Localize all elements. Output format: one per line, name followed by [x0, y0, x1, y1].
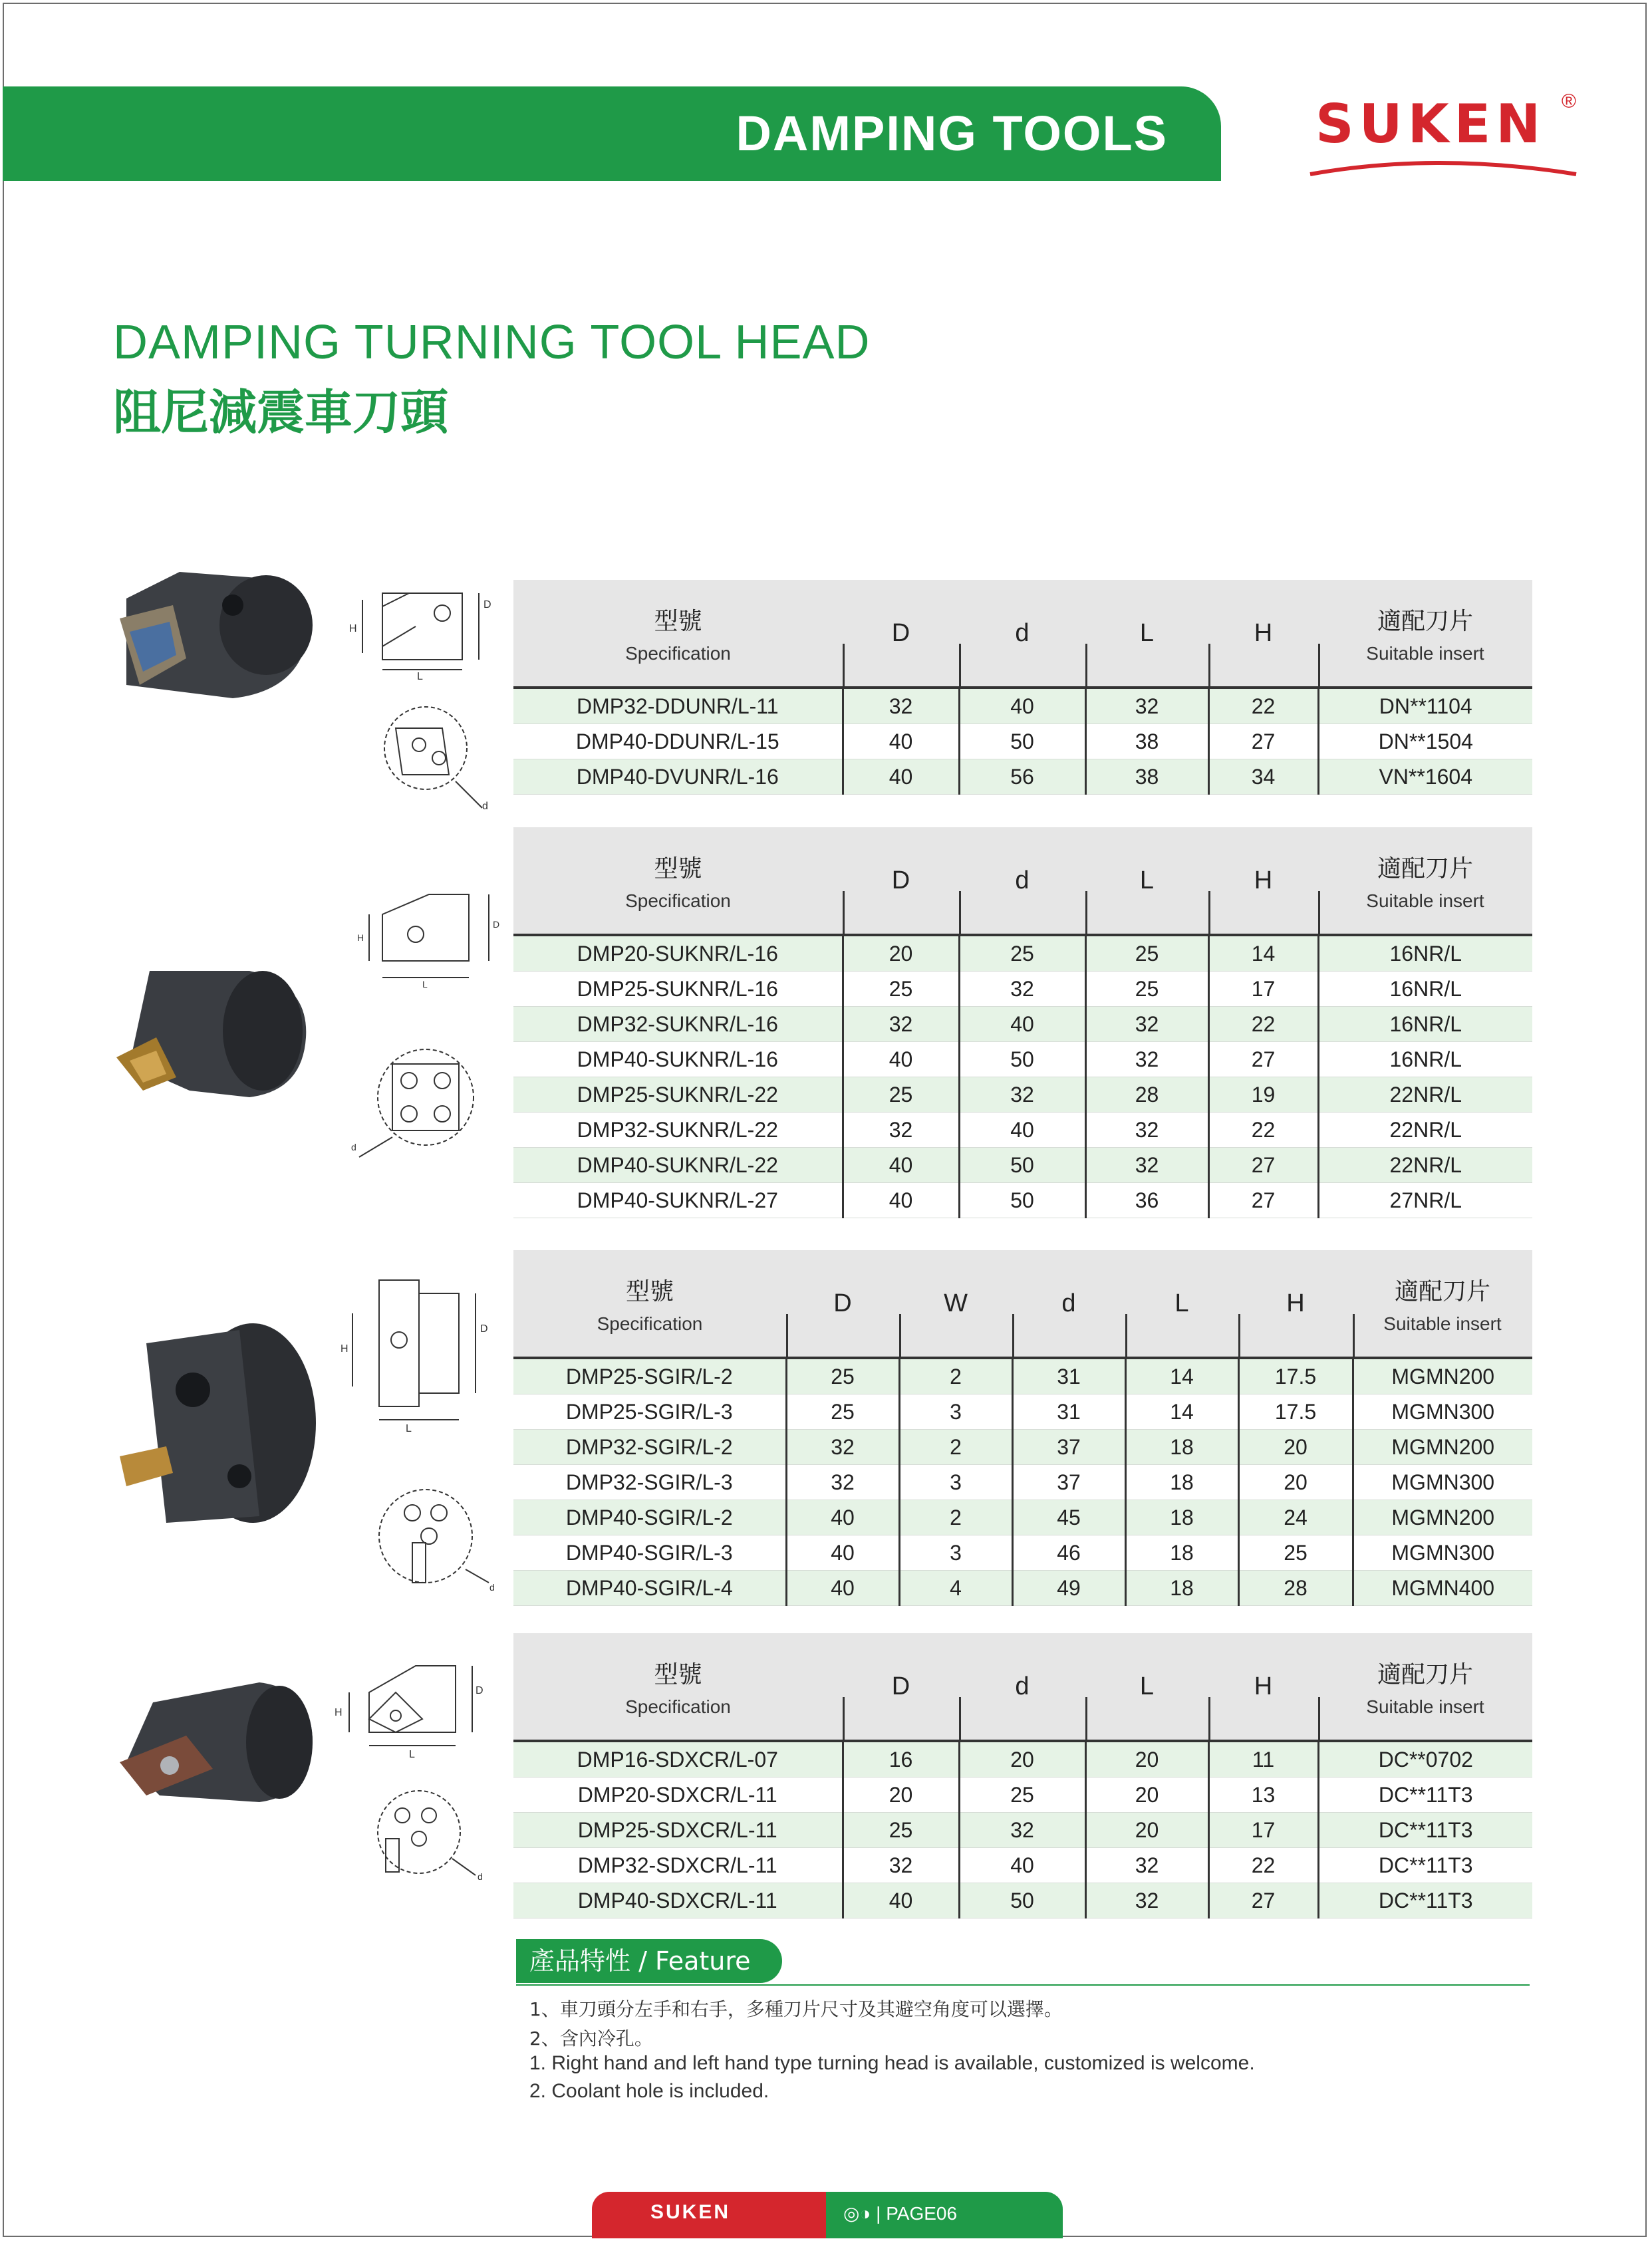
- table-row: [513, 688, 1532, 724]
- header-specification: 型號 Specification: [513, 1633, 843, 1741]
- table-cell: 40: [959, 1113, 1085, 1148]
- table-cell: DMP25-SUKNR/L-22: [513, 1077, 843, 1113]
- table-cell: DMP32-SDXCR/L-11: [513, 1848, 843, 1883]
- table-cell: 24: [1238, 1500, 1353, 1535]
- table-cell: 22NR/L: [1318, 1148, 1532, 1183]
- table-row: [513, 1183, 1532, 1218]
- table-row: [513, 759, 1532, 795]
- table-cell: MGMN400: [1353, 1571, 1532, 1606]
- table-cell: DMP25-SUKNR/L-16: [513, 972, 843, 1007]
- table-cell: DMP16-SDXCR/L-07: [513, 1741, 843, 1778]
- table-cell: 19: [1208, 1077, 1318, 1113]
- page-icon: ◎◑ |: [843, 2203, 887, 2224]
- table-cell: DC**11T3: [1318, 1848, 1532, 1883]
- table-cell: DMP32-SGIR/L-2: [513, 1430, 786, 1465]
- header-banner: [3, 86, 1221, 181]
- spec-table-suk: [513, 827, 1532, 1218]
- header-col: H: [1208, 827, 1318, 935]
- feature-line-2: 2、含內冷孔。: [529, 2028, 653, 2049]
- table-cell: 25: [843, 972, 959, 1007]
- table-row: [513, 1007, 1532, 1042]
- table-row: [513, 1358, 1532, 1394]
- table-cell: 22: [1208, 688, 1318, 724]
- table-row: [513, 1883, 1532, 1918]
- table-cell: DMP40-SGIR/L-4: [513, 1571, 786, 1606]
- table-cell: 16NR/L: [1318, 935, 1532, 972]
- table-cell: MGMN300: [1353, 1465, 1532, 1500]
- dimension-drawing-side-4: [329, 1652, 489, 1759]
- table-cell: 50: [959, 1042, 1085, 1077]
- header-col: H: [1208, 580, 1318, 688]
- table-cell: DMP40-SUKNR/L-22: [513, 1148, 843, 1183]
- dimension-drawing-front-2: [346, 1044, 479, 1164]
- table-row: [513, 1500, 1532, 1535]
- table-cell: DMP40-SGIR/L-2: [513, 1500, 786, 1535]
- table-cell: DMP40-DVUNR/L-16: [513, 759, 843, 795]
- table-cell: 40: [843, 1183, 959, 1218]
- header-col: L: [1085, 580, 1208, 688]
- table-row: [513, 1813, 1532, 1848]
- table-cell: 4: [899, 1571, 1012, 1606]
- tool-head-photo-sgi: [106, 1317, 319, 1536]
- table-cell: 32: [1085, 1848, 1208, 1883]
- table-cell: 32: [1085, 1007, 1208, 1042]
- table-cell: 31: [1012, 1358, 1125, 1394]
- feature-line-3: 1. Right hand and left hand type turning head is available, customized is welcome.: [529, 2052, 1255, 2074]
- table-cell: DMP25-SGIR/L-3: [513, 1394, 786, 1430]
- dim-label-d-upper: D: [480, 1323, 488, 1335]
- table-cell: 31: [1012, 1394, 1125, 1430]
- header-col: d: [959, 1633, 1085, 1741]
- footer-logo-tab: [592, 2192, 826, 2238]
- table-cell: 32: [1085, 1883, 1208, 1918]
- table-cell: 45: [1012, 1500, 1125, 1535]
- dim-label-d-lower: d: [482, 801, 488, 812]
- header-insert: 適配刀片 Suitable insert: [1353, 1250, 1532, 1358]
- table-cell: DC**0702: [1318, 1741, 1532, 1778]
- feature-tag: 產品特性 / Feature: [516, 1939, 782, 1983]
- registered-mark: ®: [1561, 90, 1576, 112]
- table-cell: 40: [786, 1500, 899, 1535]
- table-cell: 27: [1208, 1183, 1318, 1218]
- footer-logo: SUKEN: [650, 2201, 731, 2223]
- table-row: [513, 1465, 1532, 1500]
- table-cell: 25: [786, 1394, 899, 1430]
- table-cell: 25: [959, 1778, 1085, 1813]
- table-cell: 3: [899, 1394, 1012, 1430]
- table-cell: 40: [786, 1571, 899, 1606]
- dim-label-l: L: [417, 671, 423, 680]
- table-cell: 32: [1085, 1042, 1208, 1077]
- tool-head-photo-sdx: [113, 1676, 319, 1809]
- table-cell: 38: [1085, 759, 1208, 795]
- dimension-drawing-front-4: [359, 1785, 492, 1885]
- table-cell: MGMN200: [1353, 1430, 1532, 1465]
- table-cell: 40: [843, 1042, 959, 1077]
- table-cell: 40: [843, 1883, 959, 1918]
- table-cell: 16NR/L: [1318, 972, 1532, 1007]
- dim-label-l: L: [409, 1749, 415, 1759]
- table-cell: 37: [1012, 1430, 1125, 1465]
- header-col: d: [959, 827, 1085, 935]
- table-cell: 14: [1125, 1358, 1238, 1394]
- banner-title: DAMPING TOOLS: [736, 106, 1168, 161]
- table-cell: 20: [1085, 1813, 1208, 1848]
- table-cell: 2: [899, 1430, 1012, 1465]
- table-cell: 17.5: [1238, 1358, 1353, 1394]
- dim-label-d-lower: d: [489, 1582, 495, 1593]
- table-cell: 3: [899, 1535, 1012, 1571]
- table-row: [513, 1077, 1532, 1113]
- table-cell: 32: [843, 1848, 959, 1883]
- dimension-drawing-front-3: [366, 1483, 499, 1596]
- table-cell: DMP32-DDUNR/L-11: [513, 688, 843, 724]
- table-cell: 34: [1208, 759, 1318, 795]
- page-title: DAMPING TURNING TOOL HEAD: [113, 316, 871, 369]
- table-cell: 22: [1208, 1848, 1318, 1883]
- table-cell: DN**1104: [1318, 688, 1532, 724]
- table-cell: 40: [843, 724, 959, 759]
- table-cell: 11: [1208, 1741, 1318, 1778]
- footer-page-tab: [826, 2192, 1063, 2238]
- feature-divider: [516, 1984, 1530, 1986]
- table-cell: DMP40-SUKNR/L-27: [513, 1183, 843, 1218]
- table-cell: 28: [1238, 1571, 1353, 1606]
- table-cell: 25: [1238, 1535, 1353, 1571]
- table-cell: 17: [1208, 972, 1318, 1007]
- table-cell: 40: [959, 1007, 1085, 1042]
- table-cell: 40: [959, 688, 1085, 724]
- page-title-cn: 阻尼減震車刀頭: [113, 384, 449, 440]
- table-cell: 32: [959, 1813, 1085, 1848]
- dim-label-d-upper: D: [476, 1685, 483, 1696]
- header-specification: 型號 Specification: [513, 1250, 786, 1358]
- header-col: H: [1208, 1633, 1318, 1741]
- table-cell: DMP32-SUKNR/L-16: [513, 1007, 843, 1042]
- table-row: [513, 1571, 1532, 1606]
- table-cell: 32: [959, 1077, 1085, 1113]
- spec-table-sgi: [513, 1250, 1532, 1606]
- table-cell: 32: [786, 1430, 899, 1465]
- header-col: D: [843, 580, 959, 688]
- table-cell: 20: [843, 935, 959, 972]
- dim-label-d-lower: d: [478, 1871, 483, 1882]
- table-cell: 20: [843, 1778, 959, 1813]
- table-cell: MGMN300: [1353, 1394, 1532, 1430]
- table-cell: DMP40-SDXCR/L-11: [513, 1883, 843, 1918]
- table-cell: 17: [1208, 1813, 1318, 1848]
- table-cell: DMP40-SUKNR/L-16: [513, 1042, 843, 1077]
- table-cell: DC**11T3: [1318, 1778, 1532, 1813]
- table-cell: 27: [1208, 1042, 1318, 1077]
- header-col: D: [786, 1250, 899, 1358]
- dim-label-d-upper: D: [493, 919, 500, 930]
- table-cell: MGMN200: [1353, 1358, 1532, 1394]
- dim-label-l: L: [406, 1423, 412, 1433]
- feature-line-1: 1、車刀頭分左手和右手，多種刀片尺寸及其避空角度可以選擇。: [529, 1998, 1063, 2020]
- table-row: [513, 724, 1532, 759]
- table-cell: 27: [1208, 1883, 1318, 1918]
- table-cell: 17.5: [1238, 1394, 1353, 1430]
- table-cell: 20: [1085, 1778, 1208, 1813]
- table-row: [513, 1394, 1532, 1430]
- dim-label-l: L: [422, 979, 428, 988]
- table-cell: 40: [786, 1535, 899, 1571]
- table-cell: 36: [1085, 1183, 1208, 1218]
- header-col: d: [959, 580, 1085, 688]
- table-cell: 46: [1012, 1535, 1125, 1571]
- table-cell: DMP32-SGIR/L-3: [513, 1465, 786, 1500]
- feature-line-4: 2. Coolant hole is included.: [529, 2080, 769, 2102]
- table-cell: 25: [786, 1358, 899, 1394]
- table-cell: 27: [1208, 1148, 1318, 1183]
- dim-label-h: H: [341, 1343, 348, 1355]
- table-cell: 14: [1208, 935, 1318, 972]
- table-cell: 18: [1125, 1465, 1238, 1500]
- header-insert: 適配刀片 Suitable insert: [1318, 1633, 1532, 1741]
- header-col: d: [1012, 1250, 1125, 1358]
- table-cell: DMP32-SUKNR/L-22: [513, 1113, 843, 1148]
- table-cell: 37: [1012, 1465, 1125, 1500]
- table-cell: VN**1604: [1318, 759, 1532, 795]
- table-cell: DC**11T3: [1318, 1813, 1532, 1848]
- table-cell: 32: [959, 972, 1085, 1007]
- table-cell: DMP40-DDUNR/L-15: [513, 724, 843, 759]
- table-row: [513, 1042, 1532, 1077]
- table-cell: 32: [843, 1113, 959, 1148]
- table-row: [513, 935, 1532, 972]
- table-cell: 32: [843, 688, 959, 724]
- table-row: [513, 1848, 1532, 1883]
- table-cell: 32: [1085, 688, 1208, 724]
- dimension-drawing-side-2: [356, 888, 509, 988]
- table-cell: 50: [959, 1883, 1085, 1918]
- spec-table-dd: [513, 580, 1532, 795]
- tool-head-photo-suk: [110, 958, 316, 1111]
- table-row: [513, 1430, 1532, 1465]
- header-specification: 型號 Specification: [513, 580, 843, 688]
- table-cell: DMP20-SUKNR/L-16: [513, 935, 843, 972]
- dimension-drawing-side-3: [339, 1273, 499, 1433]
- table-cell: 16NR/L: [1318, 1042, 1532, 1077]
- table-row: [513, 1113, 1532, 1148]
- table-cell: 14: [1125, 1394, 1238, 1430]
- table-cell: 50: [959, 1148, 1085, 1183]
- dimension-drawing-front-1: [369, 702, 495, 815]
- table-cell: 32: [843, 1007, 959, 1042]
- table-cell: DMP40-SGIR/L-3: [513, 1535, 786, 1571]
- header-col: L: [1125, 1250, 1238, 1358]
- header-col: W: [899, 1250, 1012, 1358]
- table-cell: 18: [1125, 1535, 1238, 1571]
- table-cell: 18: [1125, 1430, 1238, 1465]
- table-cell: 32: [1085, 1148, 1208, 1183]
- dim-label-h: H: [357, 932, 364, 943]
- dim-label-h: H: [335, 1707, 343, 1718]
- table-cell: 16NR/L: [1318, 1007, 1532, 1042]
- table-cell: 56: [959, 759, 1085, 795]
- table-cell: 40: [843, 1148, 959, 1183]
- table-cell: MGMN200: [1353, 1500, 1532, 1535]
- table-cell: 49: [1012, 1571, 1125, 1606]
- logo-text: SUKEN: [1315, 93, 1546, 155]
- table-cell: 2: [899, 1358, 1012, 1394]
- dim-label-d-lower: d: [351, 1142, 356, 1152]
- table-row: [513, 1778, 1532, 1813]
- table-cell: DMP20-SDXCR/L-11: [513, 1778, 843, 1813]
- table-cell: MGMN300: [1353, 1535, 1532, 1571]
- table-cell: 28: [1085, 1077, 1208, 1113]
- table-cell: 22: [1208, 1007, 1318, 1042]
- table-cell: 25: [843, 1813, 959, 1848]
- table-row: [513, 1148, 1532, 1183]
- table-cell: 32: [1085, 1113, 1208, 1148]
- header-col: D: [843, 1633, 959, 1741]
- dim-label-d-upper: D: [483, 599, 491, 610]
- table-cell: DN**1504: [1318, 724, 1532, 759]
- table-cell: DC**11T3: [1318, 1883, 1532, 1918]
- table-cell: DMP25-SDXCR/L-11: [513, 1813, 843, 1848]
- header-insert: 適配刀片 Suitable insert: [1318, 827, 1532, 935]
- header-col: L: [1085, 827, 1208, 935]
- table-cell: 3: [899, 1465, 1012, 1500]
- table-cell: 20: [959, 1741, 1085, 1778]
- header-specification: 型號 Specification: [513, 827, 843, 935]
- table-row: [513, 1741, 1532, 1778]
- table-cell: 18: [1125, 1571, 1238, 1606]
- header-col: H: [1238, 1250, 1353, 1358]
- table-cell: 38: [1085, 724, 1208, 759]
- table-row: [513, 972, 1532, 1007]
- table-cell: 22NR/L: [1318, 1113, 1532, 1148]
- table-cell: 40: [959, 1848, 1085, 1883]
- logo-swoosh-icon: [1304, 93, 1583, 180]
- header-col: D: [843, 827, 959, 935]
- table-cell: 22: [1208, 1113, 1318, 1148]
- table-cell: 16: [843, 1741, 959, 1778]
- table-cell: 40: [843, 759, 959, 795]
- table-cell: 25: [1085, 972, 1208, 1007]
- table-row: [513, 1535, 1532, 1571]
- table-cell: 25: [959, 935, 1085, 972]
- brand-logo: [1304, 90, 1583, 180]
- table-cell: 20: [1238, 1465, 1353, 1500]
- table-cell: 20: [1238, 1430, 1353, 1465]
- table-cell: 32: [786, 1465, 899, 1500]
- table-cell: 22NR/L: [1318, 1077, 1532, 1113]
- tool-head-photo-dd: [100, 559, 326, 712]
- table-cell: 2: [899, 1500, 1012, 1535]
- table-cell: 20: [1085, 1741, 1208, 1778]
- table-cell: 50: [959, 1183, 1085, 1218]
- table-cell: 27NR/L: [1318, 1183, 1532, 1218]
- table-cell: DMP25-SGIR/L-2: [513, 1358, 786, 1394]
- table-cell: 50: [959, 724, 1085, 759]
- table-cell: 13: [1208, 1778, 1318, 1813]
- table-cell: 18: [1125, 1500, 1238, 1535]
- header-insert: 適配刀片 Suitable insert: [1318, 580, 1532, 688]
- table-cell: 25: [1085, 935, 1208, 972]
- table-cell: 25: [843, 1077, 959, 1113]
- spec-table-sdx: [513, 1633, 1532, 1918]
- table-cell: 27: [1208, 724, 1318, 759]
- page-number: ◎◑ | PAGE06: [843, 2203, 958, 2224]
- dimension-drawing-side-1: [343, 580, 502, 680]
- dim-label-h: H: [349, 623, 357, 634]
- header-col: L: [1085, 1633, 1208, 1741]
